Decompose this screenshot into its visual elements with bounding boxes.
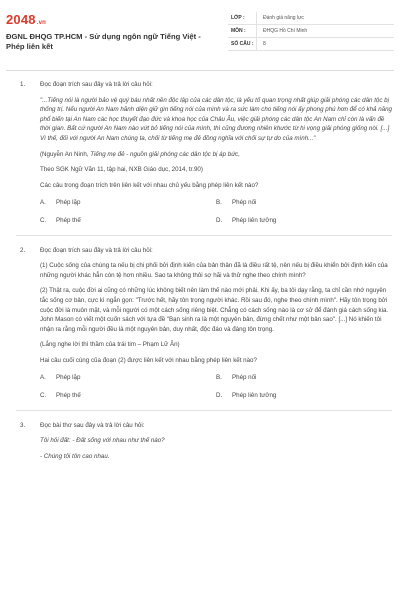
question-2 xyxy=(8,246,392,411)
question-3 xyxy=(8,421,392,462)
option-text: Phép nối xyxy=(232,374,257,382)
passage-source: (Lắng nghe lời thì thầm của trái tim – Phạm Lữ Ân) xyxy=(40,341,180,349)
option-a[interactable] xyxy=(40,373,216,383)
question-divider xyxy=(16,410,392,411)
option-letter: D. xyxy=(216,392,223,400)
option-letter: B. xyxy=(216,199,222,207)
meta-value: Đánh giá năng lực xyxy=(256,12,394,24)
option-text: Phép liên tưởng xyxy=(232,216,277,224)
option-text: Phép thế xyxy=(56,392,81,400)
answer-options xyxy=(40,373,392,400)
poem-line-2: - Chúng tôi tôn cao nhau. xyxy=(40,452,110,460)
option-text: Phép lặp xyxy=(56,374,81,382)
passage-source xyxy=(40,150,392,160)
source-work: Tiếng mẹ đẻ - nguồn giải phóng các dân tộc bị áp bức, xyxy=(90,150,240,158)
option-text: Phép thế xyxy=(56,216,81,224)
option-letter: A. xyxy=(40,199,46,207)
source-book: Theo SGK Ngữ Văn 11, tập hai, NXB Giáo dục, 2014, tr.90) xyxy=(40,166,203,174)
source-author: (Nguyễn An Ninh, xyxy=(40,150,91,158)
question-number: 1. xyxy=(20,81,26,88)
option-letter: C. xyxy=(40,392,47,400)
meta-label: MÔN : xyxy=(231,28,246,34)
meta-row-class xyxy=(228,12,394,25)
question-intro: Đọc đoạn trích sau đây và trả lời câu hỏi: xyxy=(40,246,153,254)
meta-label: LỚP : xyxy=(231,15,245,21)
meta-row-count xyxy=(228,38,394,51)
passage-paragraph-1: (1) Cuộc sống của chúng ta nếu bị chi phối bởi định kiến của bản thân đã là điều rất tệ, nên nếu bị điều khiển bởi định kiến của những người khác hẳn còn tệ hơn nhiều. Sao ta không thôi sợ hãi và thử nghe theo chính mình? xyxy=(40,262,388,279)
option-b[interactable] xyxy=(216,198,392,208)
question-number: 3. xyxy=(20,421,26,429)
header-divider xyxy=(6,70,394,71)
option-d[interactable] xyxy=(216,216,392,226)
question-intro: Đọc bài thơ sau đây và trả lời câu hỏi: xyxy=(40,421,145,429)
question-prompt: Hai câu cuối cùng của đoạn (2) được liên kết với nhau bằng phép liên kết nào? xyxy=(40,356,257,364)
question-1 xyxy=(8,80,392,236)
question-divider xyxy=(16,235,392,236)
option-b[interactable] xyxy=(216,373,392,383)
poem-line-1: Tôi hỏi đất: - Đất sống với nhau như thế nào? xyxy=(40,437,165,445)
meta-row-subject xyxy=(228,25,394,38)
answer-options xyxy=(40,198,392,225)
logo-suffix: .vn xyxy=(36,20,47,26)
option-c[interactable] xyxy=(40,391,216,401)
logo-text: 2048 xyxy=(6,12,36,27)
option-text: Phép liên tưởng xyxy=(232,392,277,400)
option-c[interactable] xyxy=(40,216,216,226)
option-letter: D. xyxy=(216,216,223,224)
question-number: 2. xyxy=(20,246,26,254)
option-letter: A. xyxy=(40,374,46,382)
meta-value: 8 xyxy=(256,38,394,50)
option-a[interactable] xyxy=(40,198,216,208)
meta-value: ĐHQG Hồ Chí Minh xyxy=(256,25,394,37)
question-intro: Đọc đoạn trích sau đây và trả lời câu hỏi: xyxy=(40,81,153,88)
meta-table xyxy=(228,12,394,51)
option-letter: C. xyxy=(40,216,47,224)
option-d[interactable] xyxy=(216,391,392,401)
option-letter: B. xyxy=(216,374,222,382)
option-text: Phép lặp xyxy=(56,199,81,207)
passage-text: "...Tiếng nói là người bảo vệ quý báu nhất nền độc lập của các dân tộc, là yếu tố quan trọng nhất giúp giải phóng các dân tộc bị thống trị. Nếu người An Nam hãnh diện giữ gìn tiếng nói của mình và ra sức làm cho tiếng nói ấy phong phú hơn để có khả năng phổ biến tại An Nam các học thuyết đạo đức và khoa học của Châu Âu, việc giải phóng các dân tộc An Nam chỉ còn là vấn đề thời gian. Bất cứ người An Nam nào vứt bỏ tiếng nói của mình, thì cũng đương nhiên khước từ hi vọng giải phóng giống nòi. [...] Vì thế, đối với người An Nam chúng ta, chối từ tiếng mẹ đẻ đồng nghĩa với chối sự tự do của mình..." xyxy=(40,96,392,142)
option-text: Phép nối xyxy=(232,199,257,207)
questions-list xyxy=(8,80,392,467)
document-header xyxy=(6,8,394,66)
passage-paragraph-2: (2) Thật ra, cuộc đời ai cũng có những lúc không biết nên làm thế nào mới phải. Khi ấy, ba tôi dạy rằng, ta chỉ cần nhớ nguyên tắc sống cơ bản, cực kì ngắn gọn: "Trước hết, hãy tôn trọng người khác. Rồi sau đó, nghe theo chính mình". Hãy tôn trọng bởi cuộc đời là muôn mặt, và mỗi người có một cách sống riêng biệt. Chẳng có cách sống nào là cơ sở để đánh giá cách sống kia. John Mason có viết một cuốn sách với tựa đề "Bạn sinh ra là một nguyên bản, đừng chết như một bản sao". [...] Nó khiến tôi nhận ra rằng mỗi người đều là một nguyên bản, duy nhất, độc đáo và đáng tôn trọng. xyxy=(40,287,389,333)
question-prompt: Các câu trong đoạn trích trên liên kết với nhau chủ yếu bằng phép liên kết nào? xyxy=(40,181,259,189)
document-title: ĐGNL ĐHQG TP.HCM - Sử dụng ngôn ngữ Tiếng Việt - Phép liên kết xyxy=(6,32,201,51)
site-logo[interactable] xyxy=(6,12,46,27)
meta-label: SỐ CÂU : xyxy=(231,41,254,47)
